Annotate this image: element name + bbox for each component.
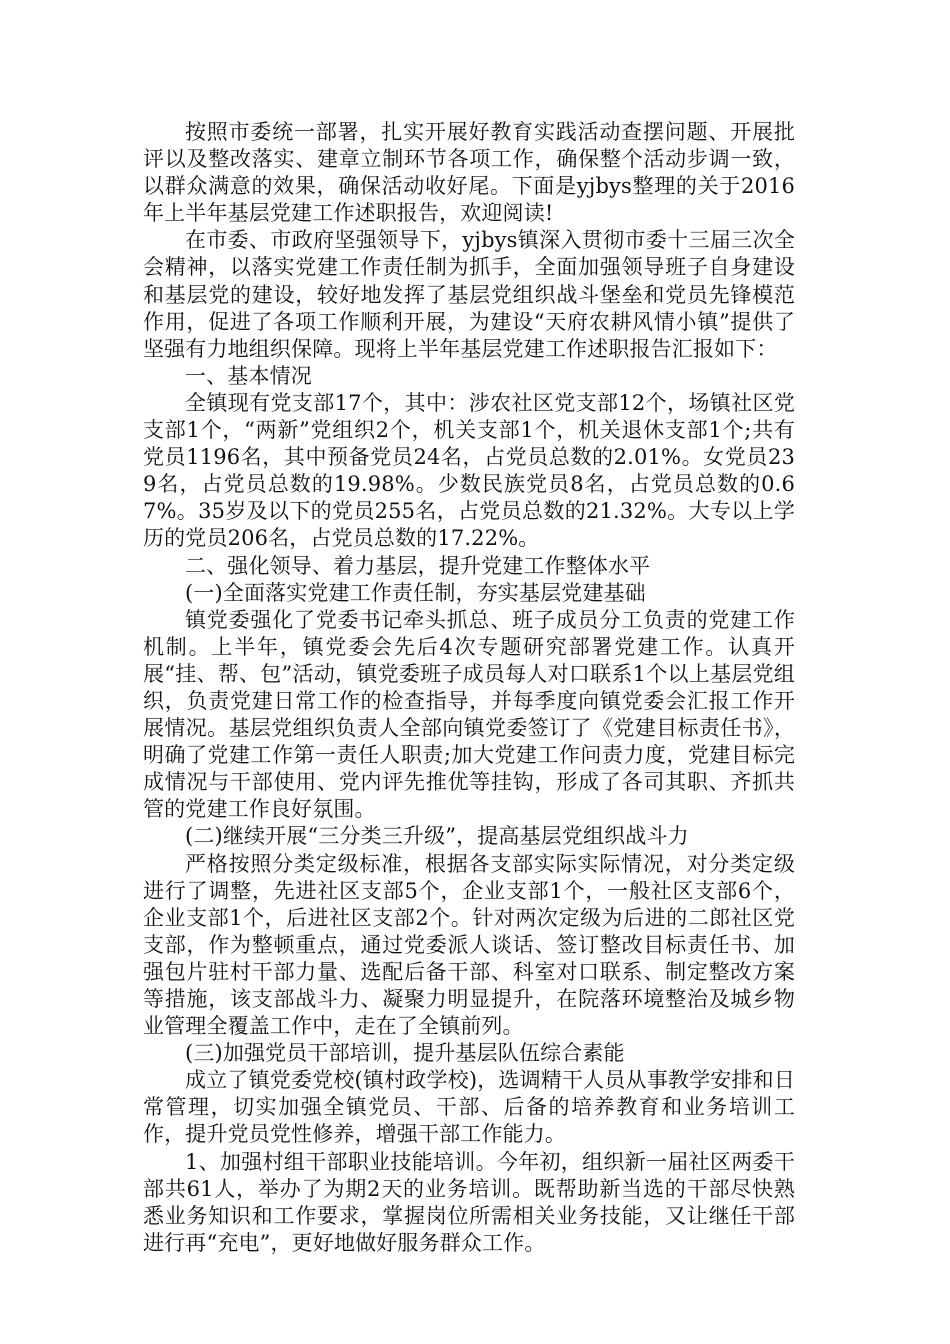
subheading-training: (三)加强党员干部培训，提升基层队伍综合素能 [185,1041,625,1066]
section-heading-basic: 一、基本情况 [185,363,312,388]
document-body [143,119,795,1257]
subheading-responsibility: (一)全面落实党建工作责任制，夯实基层党建基础 [185,580,646,605]
subheading-classification: (二)继续开展“三分类三升级”，提高基层党组织战斗力 [185,824,689,849]
classification-paragraph: 严格按照分类定级标准，根据各支部实际实际情况，对分类定级进行了调整，先进社区支部5个，企业支部1个，一般社区支部6个，企业支部1个，后进社区支部2个。针对两次定级为后进的二郎社区党支部，作为整顿重点，通过党委派人谈话、签订整改目标责任书、加强包片驻村干部力量、选配后备干部、科室对口联系、制定整改方案等措施，该支部战斗力、凝聚力明显提升，在院落环境整治及城乡物业管理全覆盖工作中，走在了全镇前列。 [143,851,795,1039]
cadre-training-paragraph: 1、加强村组干部职业技能培训。今年初，组织新一届社区两委干部共61人，举办了为期2天的业务培训。既帮助新当选的干部尽快熟悉业务知识和工作要求，掌握岗位所需相关业务技能，又让继任干部进行再“充电”，更好地做好服务群众工作。 [143,1149,795,1255]
basic-stats-paragraph: 全镇现有党支部17个，其中：涉农社区党支部12个，场镇社区党支部1个，“两新”党组织2个，机关支部1个，机关退休支部1个;共有党员1196名，其中预备党员24名，占党员总数的2.01%。女党员239名，占党员总数的19.98%。少数民族党员8名，占党员总数的0.67%。35岁及以下的党员255名，占党员总数的21.32%。大专以上学历的党员206名，占党员总数的17.22%。 [143,390,795,551]
training-paragraph: 成立了镇党委党校(镇村政学校)，选调精干人员从事教学安排和日常管理，切实加强全镇党员、干部、后备的培养教育和业务培训工作，提升党员党性修养，增强干部工作能力。 [143,1068,795,1147]
opening-paragraph: 在市委、市政府坚强领导下，yjbys镇深入贯彻市委十三届三次全会精神，以落实党建工作责任制为抓手，全面加强领导班子自身建设和基层党的建设，较好地发挥了基层党组织战斗堡垒和党员先锋模范作用，促进了各项工作顺利开展，为建设“天府农耕风情小镇”提供了坚强有力地组织保障。现将上半年基层党建工作述职报告汇报如下： [143,228,795,361]
section-heading-leadership: 二、强化领导、着力基层，提升党建工作整体水平 [185,553,651,578]
intro-paragraph: 按照市委统一部署，扎实开展好教育实践活动查摆问题、开展批评以及整改落实、建章立制环节各项工作，确保整个活动步调一致，以群众满意的效果，确保活动收好尾。下面是yjbys整理的关于2016年上半年基层党建工作述职报告，欢迎阅读! [143,120,795,226]
responsibility-paragraph: 镇党委强化了党委书记牵头抓总、班子成员分工负责的党建工作机制。上半年，镇党委会先后4次专题研究部署党建工作。认真开展“挂、帮、包”活动，镇党委班子成员每人对口联系1个以上基层党组织，负责党建日常工作的检查指导，并每季度向镇党委会汇报工作开展情况。基层党组织负责人全部向镇党委签订了《党建目标责任书》，明确了党建工作第一责任人职责;加大党建工作问责力度，党建目标完成情况与干部使用、党内评先推优等挂钩，形成了各司其职、齐抓共管的党建工作良好氛围。 [143,607,795,822]
